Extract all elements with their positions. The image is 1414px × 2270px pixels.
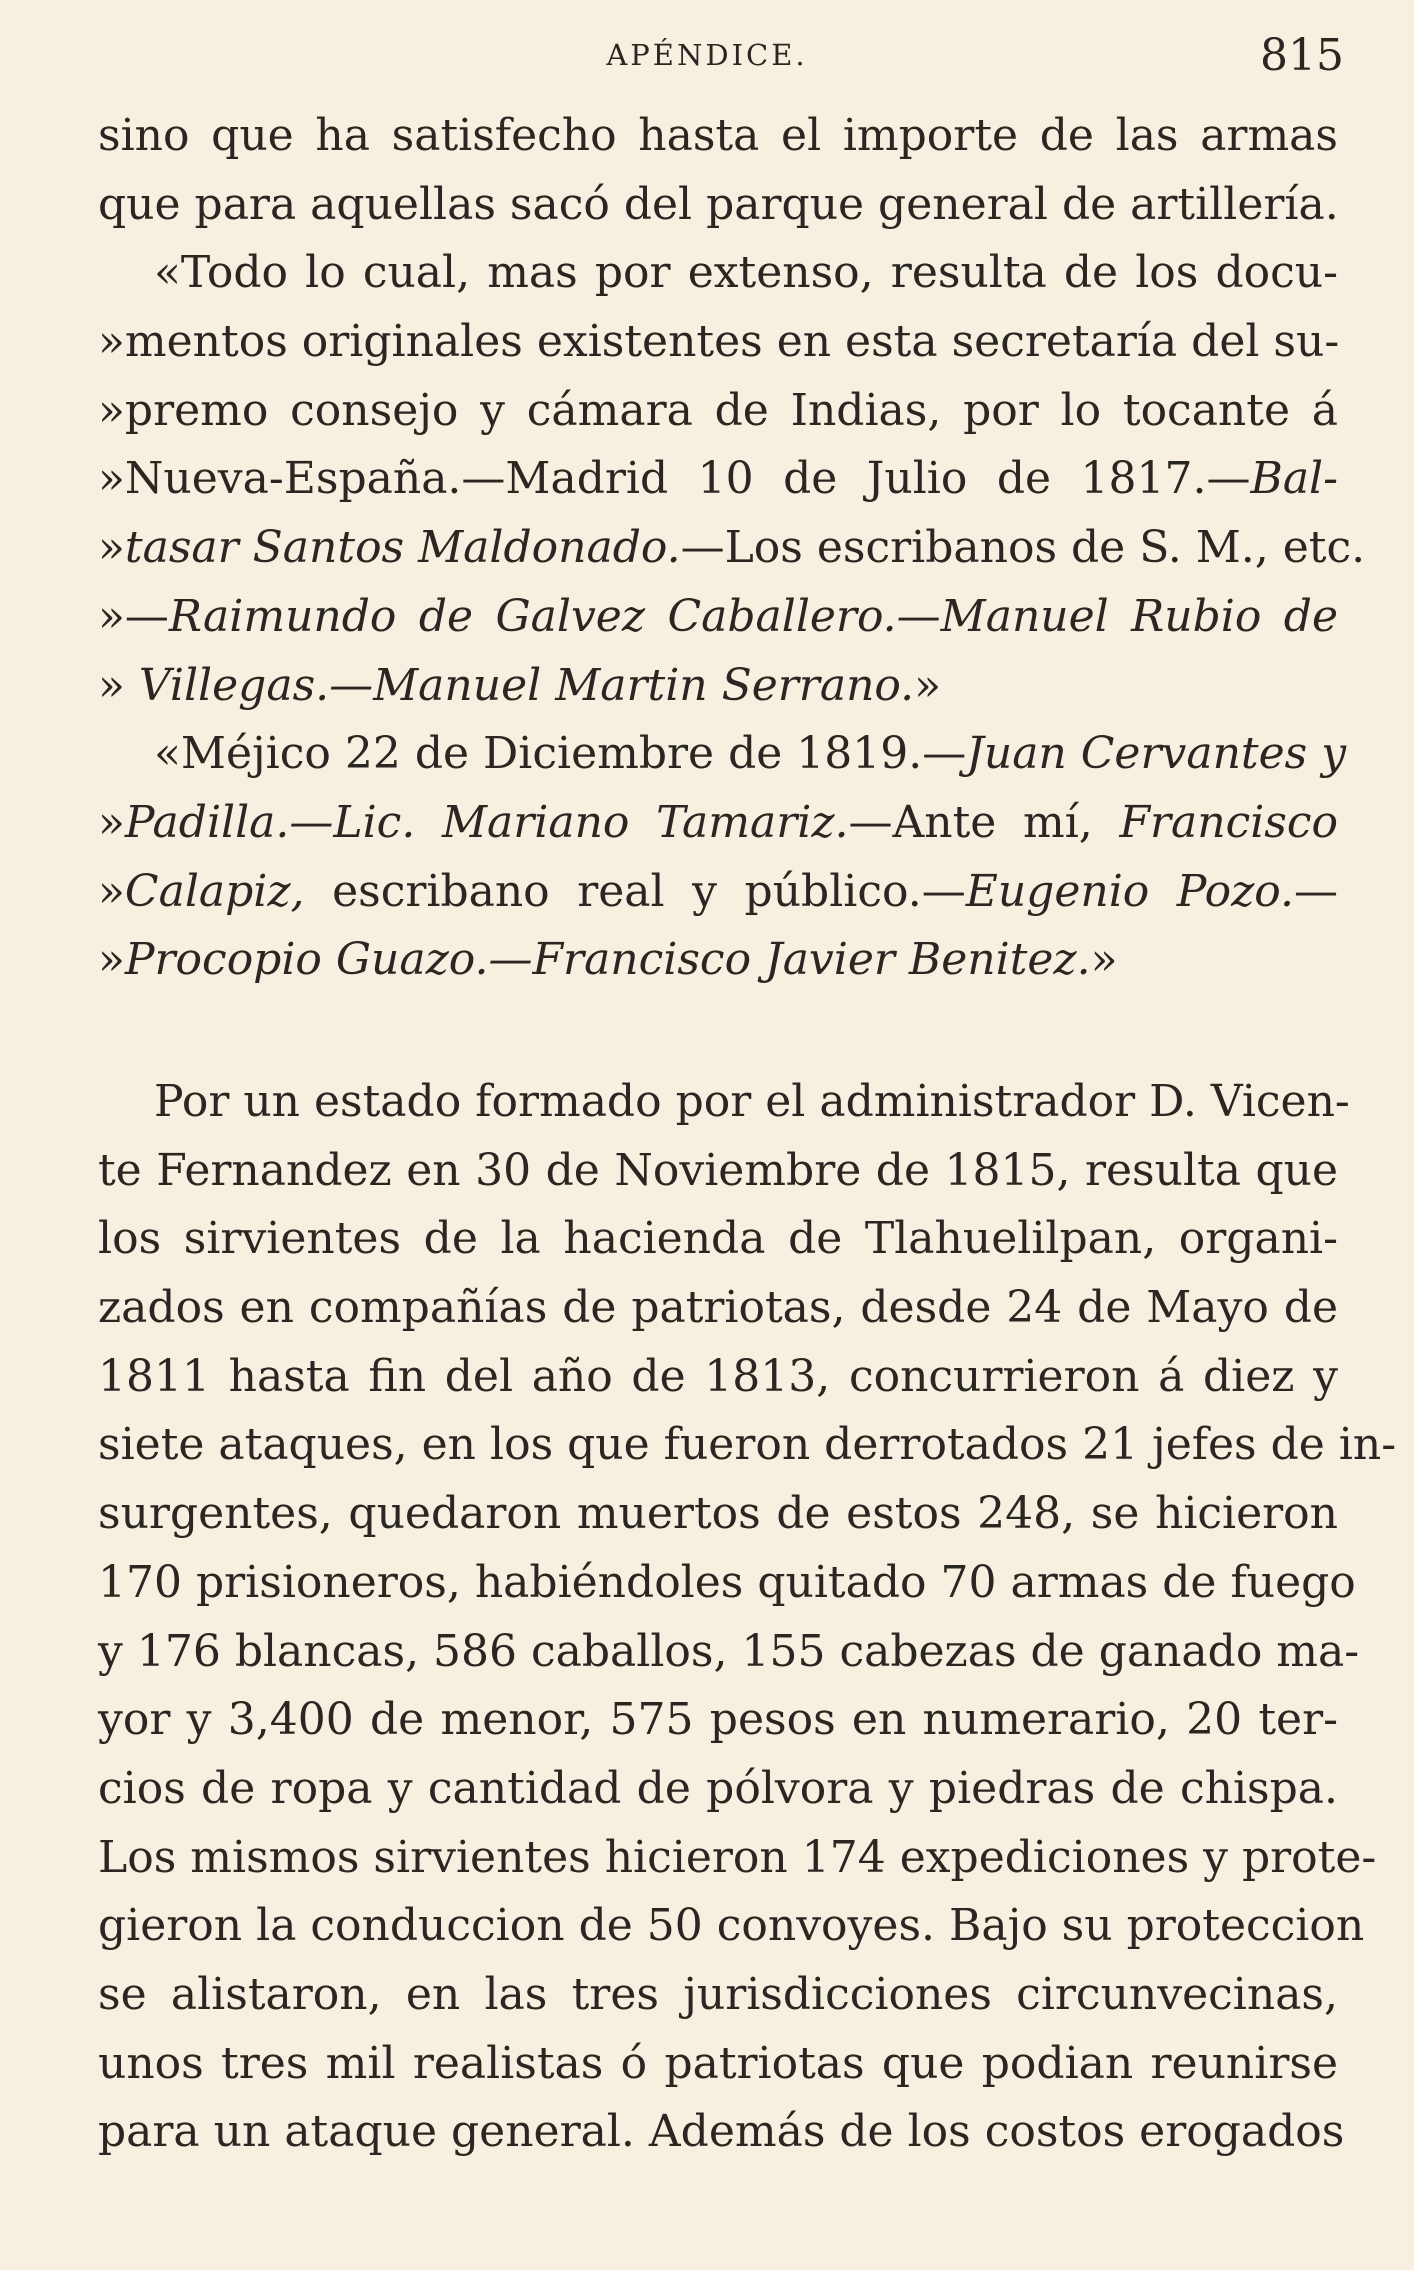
italic-name-text: Francisco — [1119, 796, 1338, 848]
text-line: unos tres mil realistas ó patriotas que podian reunirse — [98, 2037, 1338, 2089]
text-segment: »mentos originales existentes en esta secretaría del su- — [98, 316, 1340, 368]
text-segment: «Méjico 22 de Diciembre de 1819.— — [154, 728, 967, 780]
text-line: zados en compañías de patriotas, desde 24 de Mayo de — [98, 1282, 1338, 1334]
text-segment: — — [1294, 865, 1339, 917]
text-segment: » — [98, 934, 125, 986]
text-line: siete ataques, en los que fueron derrotados 21 jefes de in- — [98, 1419, 1397, 1471]
text-segment: que para aquellas sacó del parque general de artillería. — [98, 178, 1339, 230]
italic-name-text: Calapiz, — [124, 865, 305, 917]
text-segment: » — [98, 865, 125, 917]
text-line — [98, 102, 1338, 171]
text-line: Por un estado formado por el administrador D. Vicen- — [154, 1076, 1350, 1127]
text-line: Los mismos sirvientes hicieron 174 expediciones y prote- — [98, 1831, 1377, 1883]
text-line — [98, 308, 1338, 377]
text-segment: «Todo lo cual, mas por extenso, resulta de los docu- — [154, 247, 1338, 299]
text-line: y 176 blancas, 586 caballos, 155 cabezas de ganado ma- — [98, 1625, 1360, 1677]
text-segment: »— — [98, 590, 169, 642]
italic-name-text: Eugenio Pozo. — [965, 865, 1295, 917]
text-line — [98, 583, 1338, 652]
text-line — [98, 652, 1338, 721]
italic-name-text: Raimundo de Galvez Caballero.—Manuel Rubio de — [168, 590, 1338, 642]
text-line: te Fernandez en 30 de Noviembre de 1815, resulta que — [98, 1144, 1338, 1196]
text-line: cios de ropa y cantidad de pólvora y piedras de chispa. — [98, 1762, 1338, 1814]
quoted-document-block — [98, 102, 1366, 995]
text-segment: » — [98, 796, 125, 848]
text-segment: »premo consejo y cámara de Indias, por lo tocante á — [98, 384, 1338, 436]
text-line — [98, 239, 1338, 308]
text-segment: » — [1090, 934, 1118, 986]
text-line — [98, 858, 1338, 927]
text-line — [98, 789, 1338, 858]
text-segment: »Nueva-España.—Madrid 10 de Julio de 1817.— — [98, 453, 1251, 505]
text-line — [98, 720, 1347, 789]
running-header: APÉNDICE. — [606, 38, 808, 72]
text-line — [98, 514, 1366, 583]
text-line: los sirvientes de la hacienda de Tlahuelilpan, organi- — [98, 1213, 1338, 1265]
text-segment: » — [98, 659, 139, 711]
italic-name-text: Padilla.—Lic. Mariano Tamariz. — [124, 796, 849, 848]
body-paragraph — [98, 1068, 1397, 2167]
italic-name-text: Juan Cervantes y — [966, 728, 1347, 780]
text-line: yor y 3,400 de menor, 575 pesos en numerario, 20 ter- — [98, 1694, 1338, 1746]
text-line — [98, 171, 1338, 240]
italic-name-text: tasar Santos Maldonado. — [124, 522, 681, 574]
text-line: 1811 hasta fin del año de 1813, concurrieron á diez y — [98, 1350, 1338, 1402]
text-segment: » — [914, 659, 942, 711]
text-line: se alistaron, en las tres jurisdicciones circunvecinas, — [98, 1968, 1338, 2020]
text-segment: —Ante mí, — [848, 796, 1120, 848]
italic-name-text: Villegas.—Manuel Martin Serrano. — [138, 659, 915, 711]
text-segment: —Los escribanos de S. M., etc. — [680, 522, 1366, 574]
text-line: 170 prisioneros, habiéndoles quitado 70 armas de fuego — [98, 1556, 1356, 1608]
text-line — [98, 377, 1338, 446]
text-line — [98, 445, 1338, 514]
text-segment: sino que ha satisfecho hasta el importe de las armas — [98, 110, 1338, 161]
text-segment: » — [98, 522, 125, 574]
text-line — [98, 926, 1338, 995]
italic-name-text: Procopio Guazo.—Francisco Javier Benitez. — [124, 934, 1091, 986]
text-line: gieron la conduccion de 50 convoyes. Bajo su proteccion — [98, 1900, 1365, 1952]
text-segment: escribano real y público.— — [304, 865, 966, 917]
text-line: surgentes, quedaron muertos de estos 248, se hicieron — [98, 1488, 1338, 1540]
text-line: para un ataque general. Además de los costos erogados — [98, 2106, 1345, 2158]
italic-name-text: Bal- — [1250, 453, 1338, 505]
page-number: 815 — [1260, 30, 1344, 81]
